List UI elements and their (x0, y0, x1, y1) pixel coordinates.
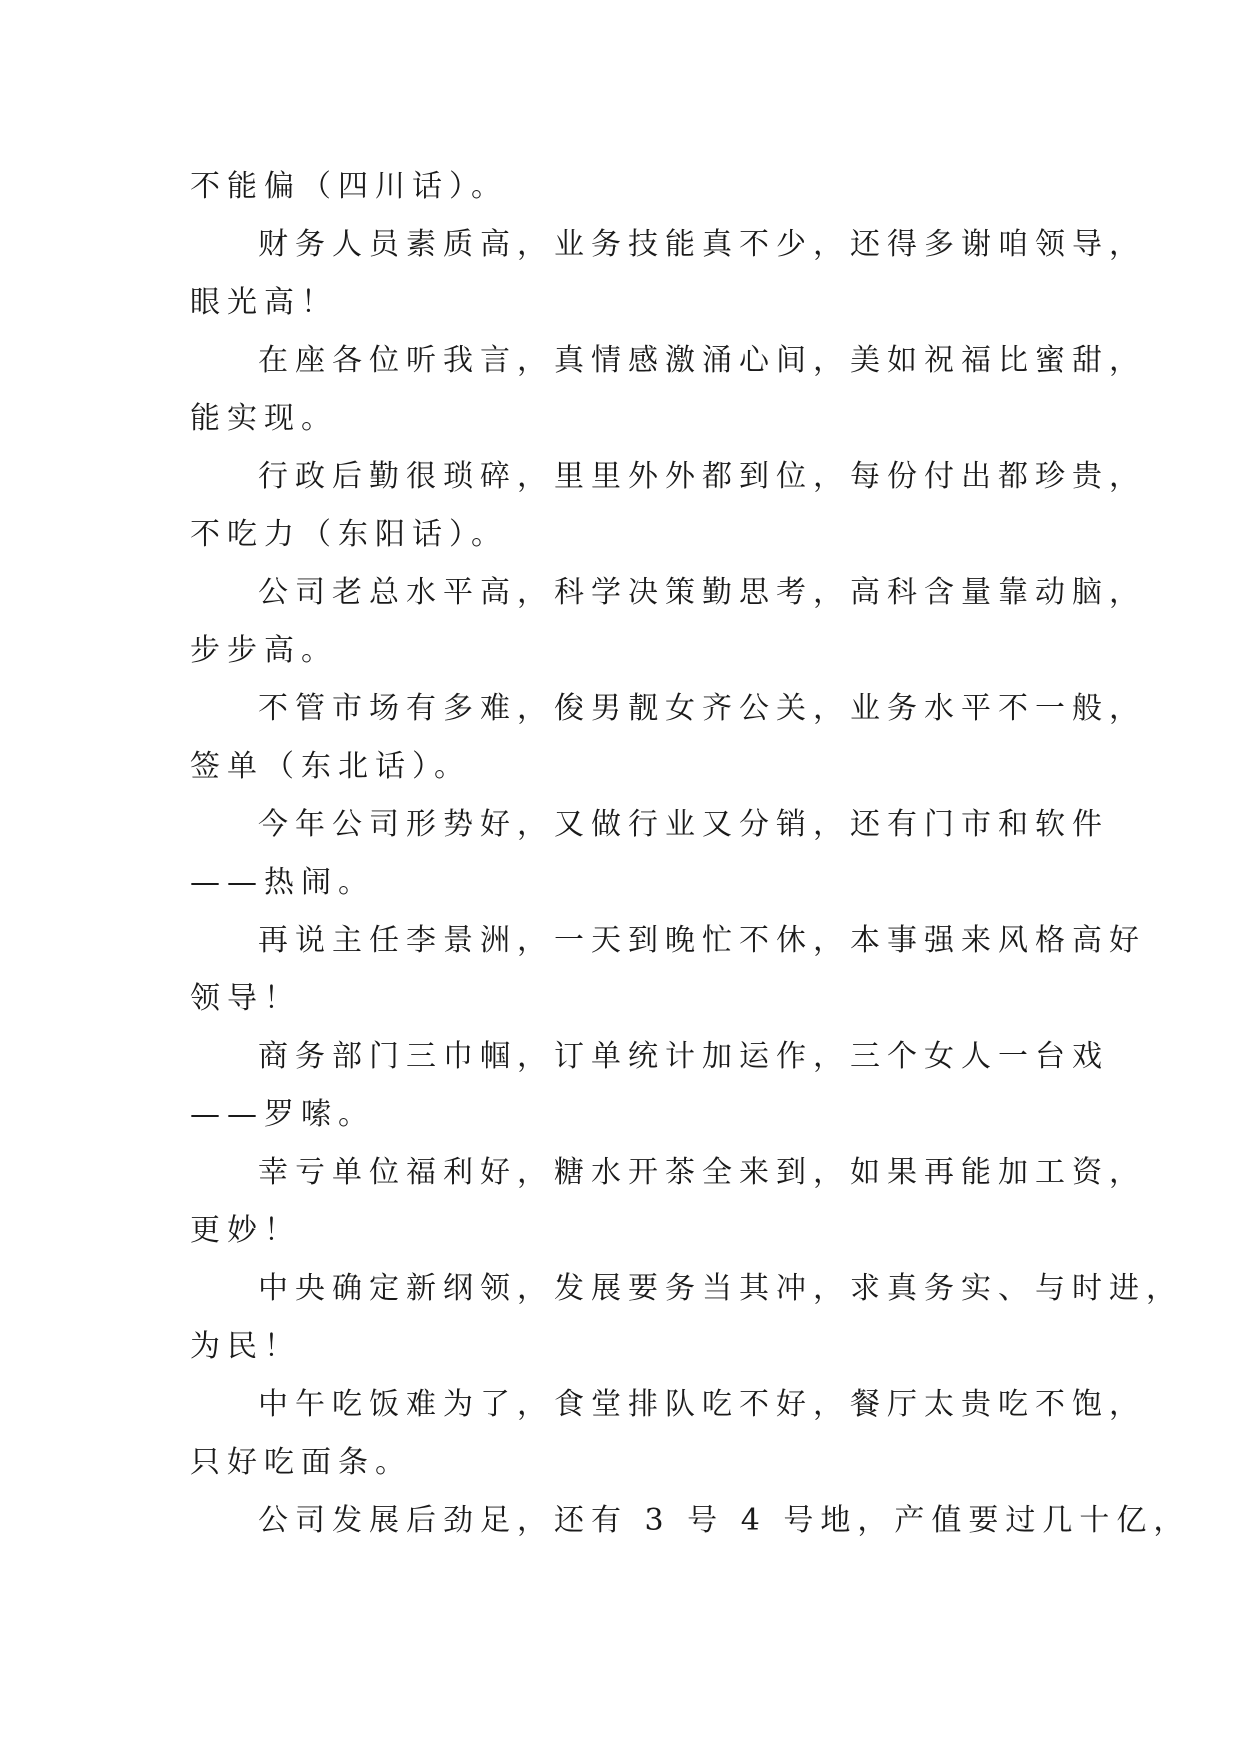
paragraph-continuation: ——热闹。 (190, 865, 375, 900)
paragraph-continuation: 签单（东北话）。 (190, 749, 471, 784)
paragraph-continuation: 只好吃面条。 (190, 1445, 412, 1480)
paragraph-continuation: 不吃力（东阳话）。 (190, 517, 508, 552)
paragraph-continuation: 眼光高！ (190, 285, 338, 320)
paragraph (190, 564, 1146, 680)
paragraph (190, 216, 1146, 332)
paragraph (190, 796, 1109, 912)
paragraph-line: 今年公司形势好，又做行业又分销，还有门市和软件 (258, 807, 1109, 842)
paragraph-continuation: 步步高。 (190, 633, 338, 668)
paragraph-continuation: 能实现。 (190, 401, 338, 436)
paragraph-continuation: 领导！ (190, 981, 301, 1016)
paragraph-line: 不管市场有多难，俊男靓女齐公关，业务水平不一般， (258, 691, 1146, 726)
paragraph (190, 680, 1146, 796)
paragraph-line: 财务人员素质高，业务技能真不少，还得多谢咱领导， (258, 227, 1146, 262)
paragraph (190, 1376, 1146, 1492)
paragraph-continuation: ——罗嗦。 (190, 1097, 375, 1132)
paragraph (190, 448, 1146, 564)
paragraph (190, 1492, 1191, 1550)
paragraph-line: 商务部门三巾帼，订单统计加运作，三个女人一台戏 (258, 1039, 1109, 1074)
paragraph-line: 再说主任李景洲，一天到晚忙不休，本事强来风格高好 (258, 923, 1146, 958)
paragraph-line: 中央确定新纲领，发展要务当其冲，求真务实、与时进， (258, 1271, 1183, 1306)
paragraph-line: 公司老总水平高，科学决策勤思考，高科含量靠动脑， (258, 575, 1146, 610)
paragraph (190, 1260, 1183, 1376)
paragraph-line: 公司发展后劲足，还有 3 号 4 号地，产值要过几十亿， (258, 1503, 1191, 1538)
lead-line-text: 不能偏（四川话）。 (190, 169, 508, 204)
paragraph (190, 1028, 1109, 1144)
paragraph-line: 中午吃饭难为了，食堂排队吃不好，餐厅太贵吃不饱， (258, 1387, 1146, 1422)
paragraph-line: 幸亏单位福利好，糖水开茶全来到，如果再能加工资， (258, 1155, 1146, 1190)
document-body (190, 158, 1191, 1550)
paragraph (190, 1144, 1146, 1260)
paragraph-continuation: 更妙！ (190, 1213, 301, 1248)
paragraph-line: 在座各位听我言，真情感激涌心间，美如祝福比蜜甜， (258, 343, 1146, 378)
paragraph (190, 332, 1146, 448)
paragraph-continuation: 为民！ (190, 1329, 301, 1364)
paragraph (190, 912, 1146, 1028)
paragraph-line: 行政后勤很琐碎，里里外外都到位，每份付出都珍贵， (258, 459, 1146, 494)
lead-line (190, 158, 1070, 216)
